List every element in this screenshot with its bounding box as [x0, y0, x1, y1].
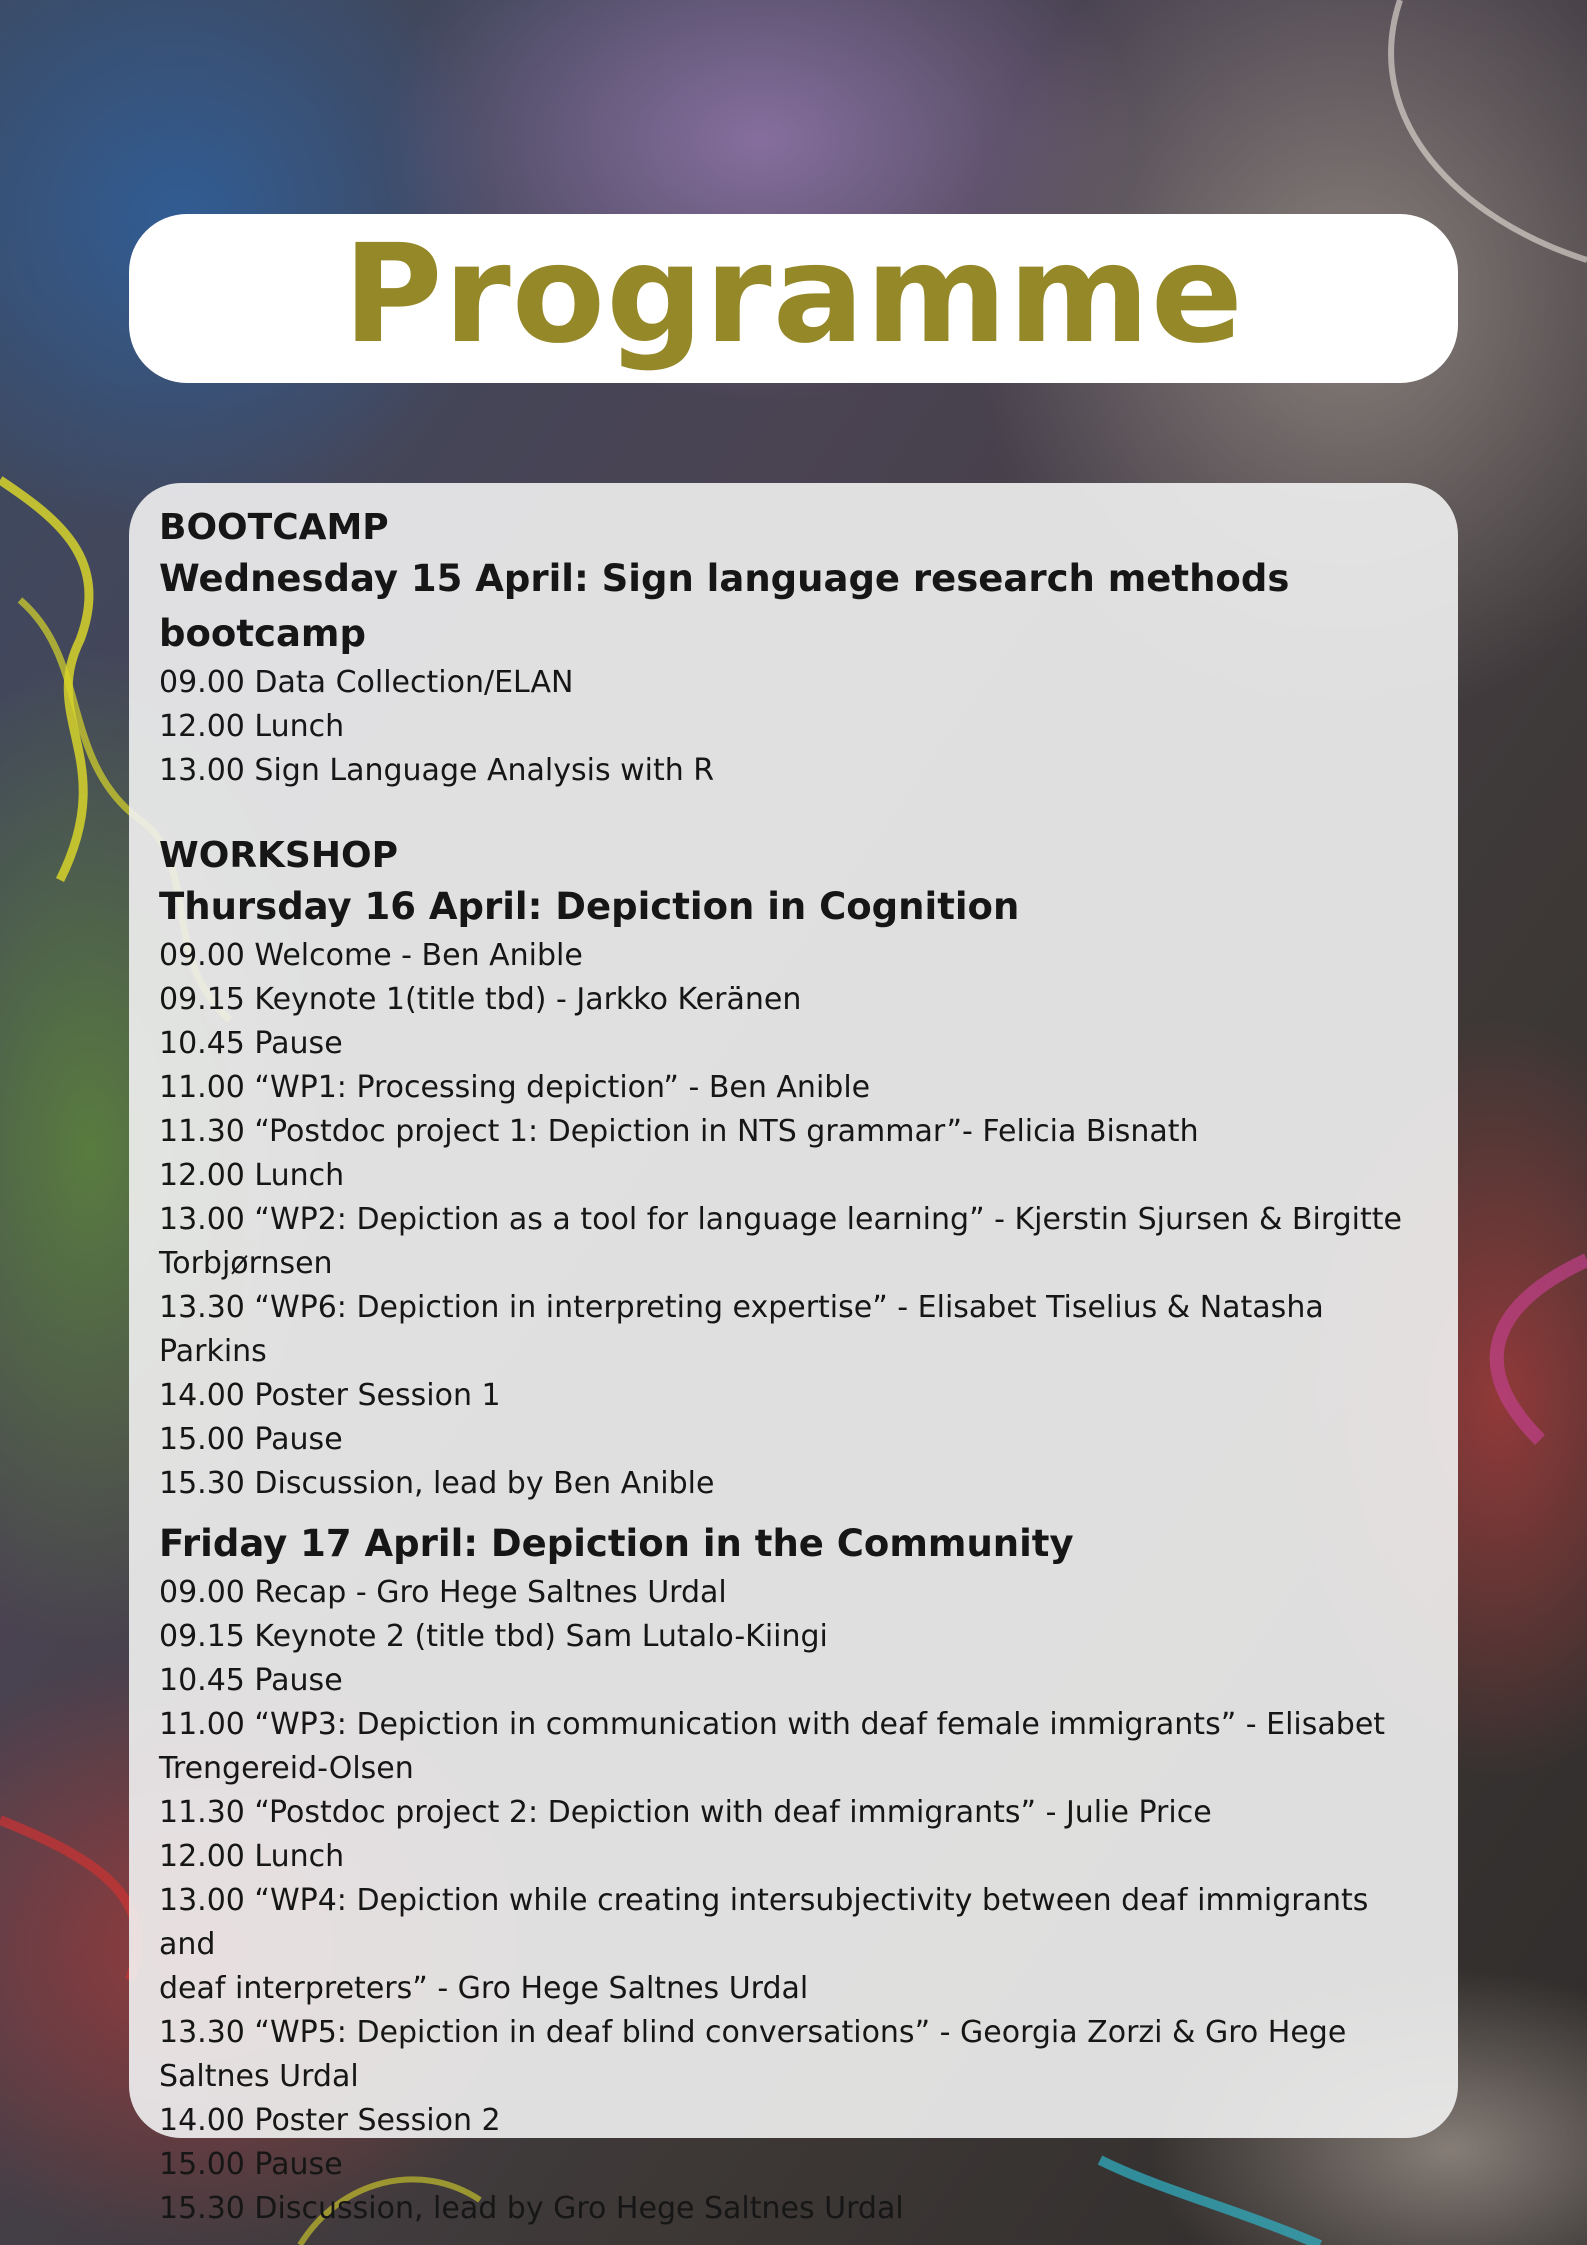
day-heading: Thursday 16 April: Depiction in Cognition: [159, 885, 1020, 928]
schedule-item: 15.30 Discussion, lead by Gro Hege Saltnes Urdal: [159, 2191, 904, 2226]
schedule-item: 12.00 Lunch: [159, 1839, 345, 1874]
schedule-item: 13.30 “WP5: Depiction in deaf blind conversations” - Georgia Zorzi & Gro Hege: [159, 2015, 1347, 2050]
schedule-item: Torbjørnsen: [159, 1246, 333, 1281]
schedule-item: 13.00 “WP2: Depiction as a tool for language learning” - Kjerstin Sjursen & Birgitte: [159, 1202, 1402, 1237]
schedule-item: 10.45 Pause: [159, 1026, 343, 1061]
schedule-item: Trengereid-Olsen: [159, 1751, 414, 1786]
schedule-item: 13.00 Sign Language Analysis with R: [159, 753, 715, 788]
schedule-item: 14.00 Poster Session 2: [159, 2103, 501, 2138]
schedule-item: 15.30 Discussion, lead by Ben Anible: [159, 1466, 715, 1501]
schedule-item: 09.15 Keynote 1(title tbd) - Jarkko Keränen: [159, 982, 802, 1017]
bootcamp-section: [159, 505, 1428, 793]
day-heading: Friday 17 April: Depiction in the Community: [159, 1522, 1074, 1565]
workshop-section: [159, 833, 1428, 1506]
schedule-item: 09.00 Welcome - Ben Anible: [159, 938, 583, 973]
schedule-item: 09.15 Keynote 2 (title tbd) Sam Lutalo-Kiingi: [159, 1619, 828, 1654]
section-label: BOOTCAMP: [159, 507, 389, 548]
schedule-item: 11.30 “Postdoc project 2: Depiction with deaf immigrants” - Julie Price: [159, 1795, 1212, 1830]
schedule-item: Saltnes Urdal: [159, 2059, 359, 2094]
schedule-item: 10.45 Pause: [159, 1663, 343, 1698]
schedule-item: 13.30 “WP6: Depiction in interpreting expertise” - Elisabet Tiselius & Natasha Parkins: [159, 1290, 1324, 1369]
schedule-item: deaf interpreters” - Gro Hege Saltnes Urdal: [159, 1971, 809, 2006]
page-title: Programme: [342, 215, 1245, 374]
day-heading: Wednesday 15 April: Sign language research methods bootcamp: [159, 557, 1290, 655]
schedule-item: 13.00 “WP4: Depiction while creating intersubjectivity between deaf immigrants and: [159, 1883, 1369, 1962]
schedule-item: 15.00 Pause: [159, 2147, 343, 2182]
schedule-list: [159, 934, 1428, 1506]
schedule-item: 12.00 Lunch: [159, 709, 345, 744]
schedule-item: 15.00 Pause: [159, 1422, 343, 1457]
schedule-item: 09.00 Recap - Gro Hege Saltnes Urdal: [159, 1575, 727, 1610]
schedule-list: [159, 661, 1428, 793]
schedule-item: 12.00 Lunch: [159, 1158, 345, 1193]
programme-card: [129, 483, 1458, 2226]
schedule-item: 11.00 “WP3: Depiction in communication with deaf female immigrants” - Elisabet: [159, 1707, 1386, 1742]
schedule-item: 11.00 “WP1: Processing depiction” - Ben Anible: [159, 1070, 871, 1105]
title-card: [129, 214, 1458, 383]
schedule-list: [159, 1571, 1428, 2231]
schedule-item: 11.30 “Postdoc project 1: Depiction in NTS grammar”- Felicia Bisnath: [159, 1114, 1199, 1149]
friday-section: [159, 1516, 1428, 2231]
section-label: WORKSHOP: [159, 835, 398, 876]
schedule-item: 14.00 Poster Session 1: [159, 1378, 501, 1413]
schedule-item: 09.00 Data Collection/ELAN: [159, 665, 574, 700]
